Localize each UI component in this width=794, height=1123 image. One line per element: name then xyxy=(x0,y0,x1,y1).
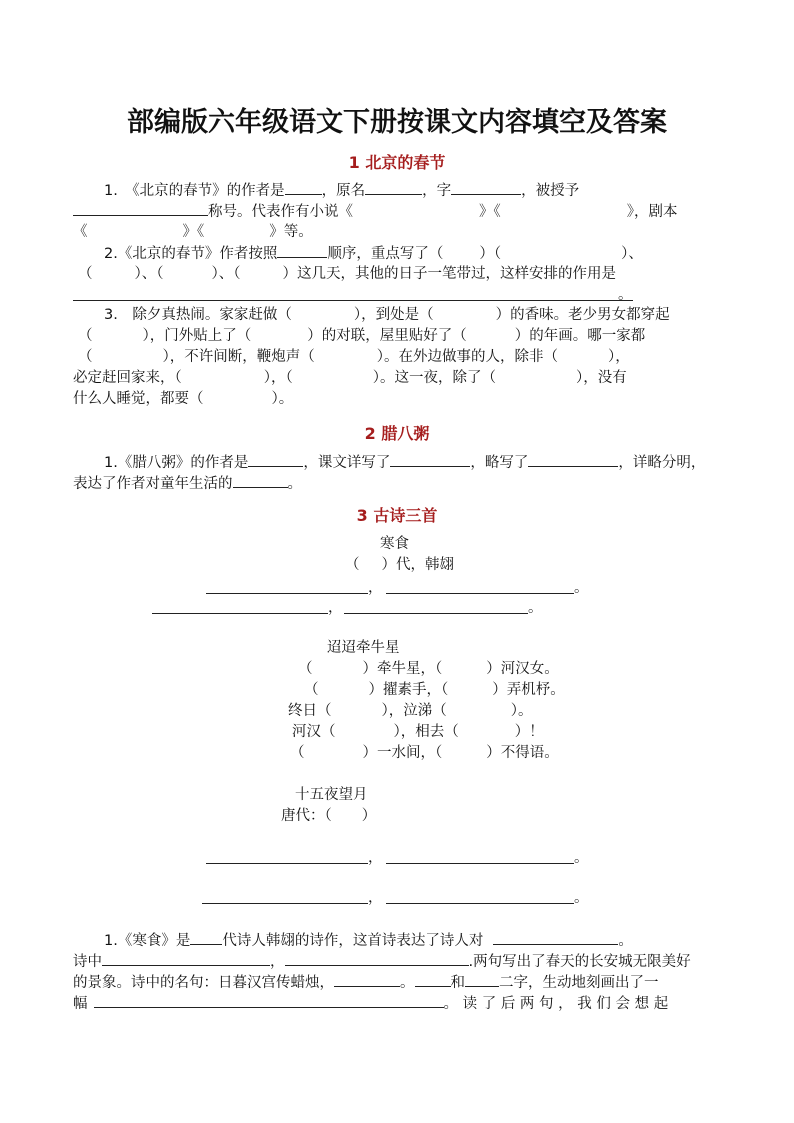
text: ）这几天，其他的日子一笔带过，这样安排的作用是 xyxy=(282,266,616,282)
text: ），相去（ xyxy=(393,724,459,740)
blank[interactable] xyxy=(386,903,574,904)
text: 1. 《北京的春节》的作者是 xyxy=(104,183,285,199)
period: 。 xyxy=(574,890,589,906)
poem2-row-5 xyxy=(290,743,559,763)
blank[interactable] xyxy=(386,593,574,594)
text: ）擢素手，（ xyxy=(368,682,449,698)
blank[interactable] xyxy=(73,300,633,301)
text: ）、（ xyxy=(211,266,241,282)
q3-line-1 xyxy=(104,305,670,325)
text: 河汉（ xyxy=(292,724,336,740)
text: ）一水间，（ xyxy=(362,745,443,761)
q5-line-3 xyxy=(73,972,659,993)
text: ）。 xyxy=(271,391,294,407)
q1-line-3 xyxy=(73,222,313,242)
q5-line-1 xyxy=(104,930,633,951)
text: .两句写出了春天的长安城无限美好 xyxy=(468,954,691,970)
text: ，详略分明， xyxy=(618,455,706,471)
text: ）！ xyxy=(514,724,544,740)
period: 。 xyxy=(574,580,589,596)
q3-line-3 xyxy=(78,347,630,367)
section-title-3: 3 古诗三首 xyxy=(356,506,438,525)
text: ）弄机杼。 xyxy=(492,682,565,698)
text: ）河汉女。 xyxy=(486,661,559,677)
text: 。 读 了 后 两 句 ， 我 们 会 想 起 xyxy=(443,996,669,1012)
text: 顺序，重点写了（ xyxy=(327,246,444,262)
text: ）（ xyxy=(479,246,502,262)
text: ）的香味。老少男女都穿起 xyxy=(495,307,670,323)
blank[interactable] xyxy=(233,473,288,488)
text: ）、 xyxy=(621,246,643,262)
page-title: 部编版六年级语文下册按课文内容填空及答案 xyxy=(127,107,667,138)
blank[interactable] xyxy=(285,951,469,966)
blank[interactable] xyxy=(94,993,444,1008)
text: ） xyxy=(361,808,377,824)
text: ，略写了 xyxy=(470,455,529,471)
poem3-title: 十五夜望月 xyxy=(295,787,368,803)
text: 称号。代表作有小说《 xyxy=(208,204,353,220)
q4-line-2 xyxy=(73,473,302,494)
text: ），没有 xyxy=(576,370,627,386)
text: ），门外贴上了（ xyxy=(142,328,252,344)
text: 。 xyxy=(400,975,415,991)
blank[interactable] xyxy=(248,452,303,467)
text: 。 xyxy=(287,476,302,492)
text: 诗中 xyxy=(73,954,102,970)
text: （ xyxy=(78,328,93,344)
q4-line-1 xyxy=(104,452,705,473)
blank[interactable] xyxy=(285,180,322,195)
text: 》，剧本 xyxy=(626,204,678,220)
text: ）、（ xyxy=(134,266,164,282)
poem2-title: 迢迢牵牛星 xyxy=(327,640,400,656)
blank[interactable] xyxy=(206,863,368,864)
blank[interactable] xyxy=(152,613,328,614)
text: ）不得语。 xyxy=(486,745,559,761)
text: （ xyxy=(78,266,93,282)
comma: ， xyxy=(368,580,383,596)
poem3-author xyxy=(281,806,376,826)
text: ）代，韩翃 xyxy=(381,557,454,573)
text: 1.《腊八粥》的作者是 xyxy=(104,455,249,471)
text: ）的年画。哪一家都 xyxy=(514,328,646,344)
text: ， xyxy=(270,954,285,970)
text: ）。这一夜，除了（ xyxy=(372,370,496,386)
q3-line-2 xyxy=(78,326,645,346)
blank[interactable] xyxy=(334,972,400,987)
blank[interactable] xyxy=(465,972,499,987)
text: ）。在外边做事的人，除非（ xyxy=(376,349,558,365)
comma: ， xyxy=(368,850,383,866)
text: 3. 除夕真热闹。家家赶做（ xyxy=(104,307,292,323)
text: 》等。 xyxy=(269,224,313,240)
q3-line-5 xyxy=(73,389,293,409)
text: ），到处是（ xyxy=(353,307,434,323)
text: 。 xyxy=(618,933,633,949)
blank[interactable] xyxy=(344,613,528,614)
poem1-title: 寒食 xyxy=(380,536,409,552)
period: 。 xyxy=(528,600,543,616)
text: ，被授予 xyxy=(521,183,580,199)
poem2-row-1 xyxy=(298,659,559,679)
text: 二字，生动地刻画出了一 xyxy=(499,975,659,991)
text: 》《 xyxy=(479,204,501,220)
text: 和 xyxy=(450,975,465,991)
blank[interactable] xyxy=(190,930,222,945)
q1-line-1 xyxy=(104,180,579,201)
text: （ xyxy=(304,682,319,698)
poem2-row-2 xyxy=(304,680,565,700)
text: 1.《寒食》是 xyxy=(104,933,191,949)
text: 的景象。诗中的名句：日暮汉宫传蜡烛， xyxy=(73,975,334,991)
poem1-author xyxy=(345,555,454,575)
text: （ xyxy=(290,745,305,761)
text: ）。 xyxy=(510,703,533,719)
q3-line-4 xyxy=(73,368,627,388)
text: 终日（ xyxy=(288,703,332,719)
text: ），泣涕（ xyxy=(381,703,447,719)
text: 唐代：（ xyxy=(281,808,332,824)
q2-line-3 xyxy=(618,285,633,305)
q1-line-2 xyxy=(73,201,678,222)
text: 。 xyxy=(618,287,633,303)
period: 。 xyxy=(574,850,589,866)
text: 幅 xyxy=(73,996,88,1012)
blank[interactable] xyxy=(277,243,327,258)
text: 《 xyxy=(73,224,88,240)
text: ），（ xyxy=(263,370,293,386)
blank[interactable] xyxy=(73,201,208,216)
text: 必定赶回家来，（ xyxy=(73,370,182,386)
comma: ， xyxy=(368,890,383,906)
text: ，课文详写了 xyxy=(303,455,391,471)
text: ，原名 xyxy=(321,183,366,199)
text: 代诗人韩翃的诗作，这首诗表达了诗人对 xyxy=(222,933,484,949)
poem2-row-4 xyxy=(292,722,544,742)
text: ），不许间断，鞭炮声（ xyxy=(162,349,315,365)
text: 表达了作者对童年生活的 xyxy=(73,476,233,492)
comma: ， xyxy=(328,600,343,616)
blank[interactable] xyxy=(493,930,618,945)
blank[interactable] xyxy=(415,972,451,987)
blank[interactable] xyxy=(202,903,368,904)
blank[interactable] xyxy=(451,180,521,195)
q2-line-2 xyxy=(78,264,616,284)
blank[interactable] xyxy=(102,951,270,966)
blank[interactable] xyxy=(528,452,618,467)
blank[interactable] xyxy=(390,452,470,467)
text: （ xyxy=(345,557,360,573)
q2-line-1 xyxy=(104,243,643,264)
blank[interactable] xyxy=(365,180,422,195)
text: ）的对联，屋里贴好了（ xyxy=(307,328,467,344)
q5-line-2 xyxy=(73,951,691,972)
text: ）， xyxy=(608,349,630,365)
section-title-2: 2 腊八粥 xyxy=(364,424,430,443)
blank[interactable] xyxy=(206,593,368,594)
text: 2.《北京的春节》作者按照 xyxy=(104,246,278,262)
text: （ xyxy=(298,661,313,677)
poem2-row-3 xyxy=(288,701,533,721)
text: 》《 xyxy=(182,224,205,240)
text: ，字 xyxy=(422,183,452,199)
q5-line-4 xyxy=(73,993,668,1014)
text: ）牵牛星，（ xyxy=(362,661,443,677)
section-title-1: 1 北京的春节 xyxy=(348,153,446,172)
blank[interactable] xyxy=(386,863,574,864)
text: 什么人睡觉，都要（ xyxy=(73,391,204,407)
text: （ xyxy=(78,349,93,365)
